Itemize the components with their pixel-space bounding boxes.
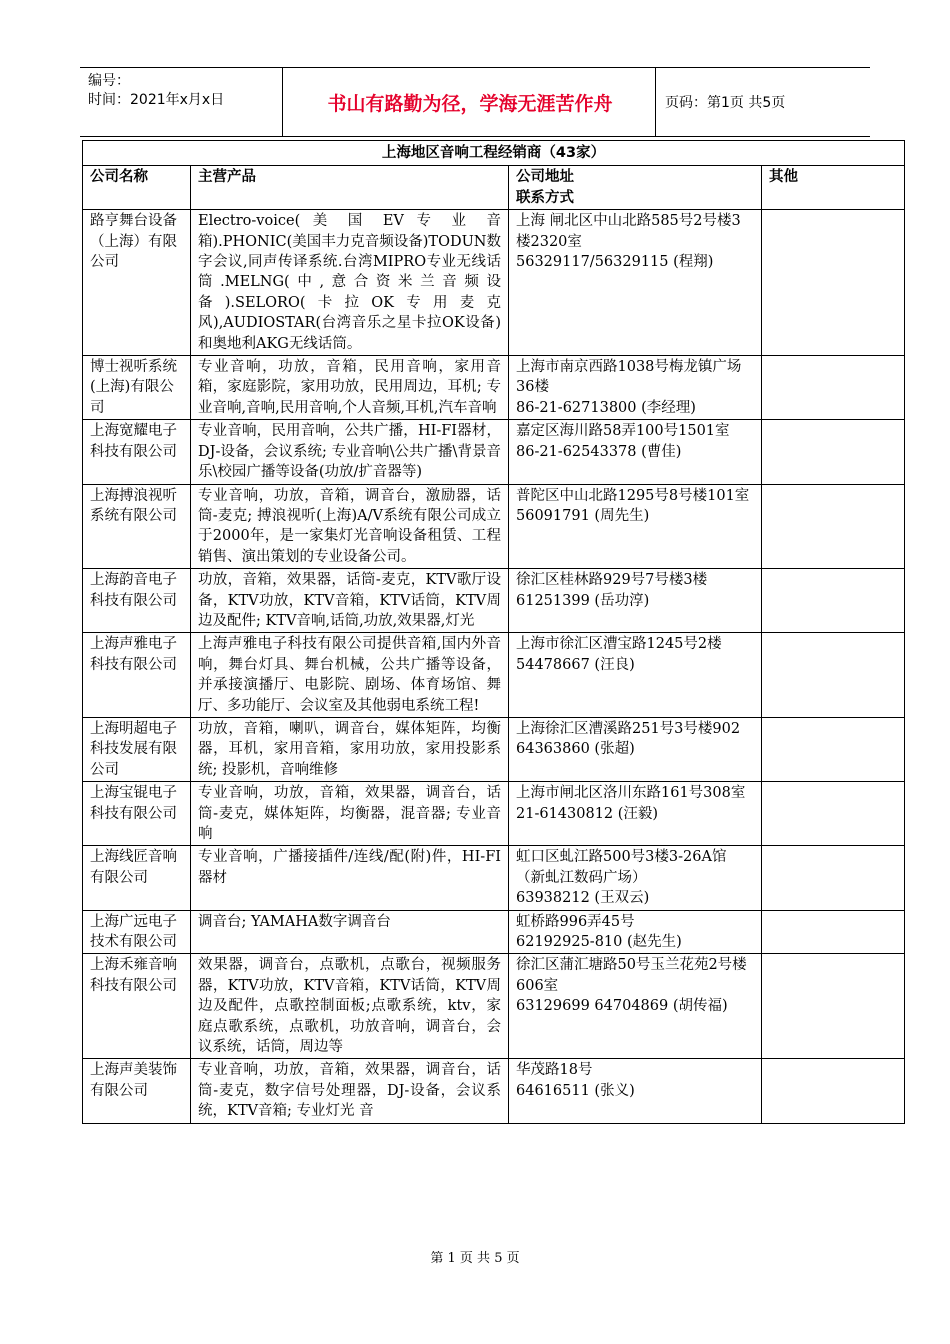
contact-text: 56329117/56329115 (程翔) (516, 254, 714, 271)
address-text: 普陀区中山北路1295号8号楼101室 (516, 487, 750, 504)
table-row (83, 210, 905, 356)
header-divider (655, 68, 656, 136)
contact-text: 86-21-62543378 (曹佳) (516, 443, 682, 460)
other-cell (762, 910, 905, 954)
company-name-cell: 博士视听系统(上海)有限公司 (83, 356, 191, 420)
contact-text: 63938212 (王双云) (516, 890, 650, 907)
table-header-row (83, 166, 905, 210)
document-header (80, 67, 870, 137)
address-contact-cell (509, 569, 762, 633)
other-cell (762, 569, 905, 633)
contact-text: 86-21-62713800 (李经理) (516, 399, 696, 416)
contact-text: 62192925-810 (赵先生) (516, 934, 682, 951)
products-cell: Electro-voice( 美 国 EV 专 业 音 箱).PHONIC(美国丰力克音频设备)TODUN数字会议,同声传译系统.台湾MIPRO专业无线话筒.MELNG(中,意合资米兰音频设备).SELORO(卡拉OK专用麦克风),AUDIOSTAR(台湾音乐之星卡拉OK设备)和奥地利AKG无线话筒。 (191, 210, 509, 356)
dealer-table (82, 140, 905, 1124)
contact-text: 21-61430812 (汪毅) (516, 805, 659, 822)
products-cell: 功放，音箱，效果器，话筒-麦克，KTV歌厅设备，KTV功放，KTV音箱，KTV话筒，KTV周边及配件; KTV音响,话筒,功放,效果器,灯光 (191, 569, 509, 633)
table-row (83, 910, 905, 954)
address-text: 上海市徐汇区漕宝路1245号2楼 (516, 636, 722, 653)
address-text: 虹桥路996弄45号 (516, 913, 635, 930)
column-header-contact-label: 联系方式 (516, 189, 574, 206)
column-header-other: 其他 (762, 166, 905, 210)
time-label: 时间：2021年x月x日 (88, 92, 225, 108)
motto-text: 书山有路勤为径，学海无涯苦作舟 (327, 92, 613, 115)
table-title: 上海地区音响工程经销商（43家） (83, 141, 905, 166)
other-cell (762, 633, 905, 718)
table-row (83, 569, 905, 633)
table-row (83, 782, 905, 846)
header-divider (282, 68, 283, 136)
company-name-cell: 上海宝锟电子科技有限公司 (83, 782, 191, 846)
company-name-cell: 上海韵音电子科技有限公司 (83, 569, 191, 633)
address-text: 华茂路18号 (516, 1062, 593, 1079)
address-text: 徐汇区桂林路929号7号楼3楼 (516, 572, 708, 589)
table-row (83, 633, 905, 718)
products-cell: 专业音响，功放，音箱，民用音响，家用音箱，家庭影院，家用功放，民用周边，耳机; 专业音响,音响,民用音响,个人音频,耳机,汽车音响 (191, 356, 509, 420)
address-text: 徐汇区蒲汇塘路50号玉兰花苑2号楼606室 (516, 957, 747, 994)
products-cell: 专业音响，功放，音箱，效果器，调音台，话筒-麦克，数字信号处理器，DJ-设备，会议系统，KTV音箱; 专业灯光 音 (191, 1059, 509, 1123)
column-header-address-label: 公司地址 (516, 169, 574, 186)
contact-text: 61251399 (岳功淳) (516, 592, 650, 609)
products-cell: 专业音响，民用音响，公共广播，HI-FI器材，DJ-设备，会议系统; 专业音响\公共广播\背景音乐\校园广播等设备(功放/扩音器等) (191, 420, 509, 484)
other-cell (762, 717, 905, 781)
contact-text: 64616511 (张义) (516, 1082, 635, 1099)
products-cell: 调音台; YAMAHA数字调音台 (191, 910, 509, 954)
number-label: 编号： (88, 73, 130, 89)
address-contact-cell (509, 782, 762, 846)
column-header-products: 主营产品 (191, 166, 509, 210)
other-cell (762, 954, 905, 1059)
address-contact-cell (509, 954, 762, 1059)
address-contact-cell (509, 633, 762, 718)
address-contact-cell (509, 910, 762, 954)
address-text: 虹口区虬江路500号3楼3-26A馆（新虬江数码广场） (516, 849, 727, 886)
products-cell: 专业音响，广播接插件/连线/配(附)件，HI-FI器材 (191, 846, 509, 910)
address-text: 上海市闸北区洛川东路161号308室 (516, 785, 746, 802)
other-cell (762, 1059, 905, 1123)
header-meta (88, 72, 224, 110)
products-cell: 专业音响，功放，音箱，调音台，激励器，话筒-麦克; 搏浪视听(上海)A/V系统有限公司成立于2000年，是一家集灯光音响设备租赁、工程销售、演出策划的专业设备公司。 (191, 484, 509, 569)
contact-text: 63129699 64704869 (胡传福) (516, 998, 728, 1015)
header-page-info: 页码：第1页 共5页 (665, 95, 786, 111)
table-row (83, 1059, 905, 1123)
products-cell: 效果器，调音台，点歌机，点歌台，视频服务器，KTV功放，KTV音箱，KTV话筒，KTV周边及配件，点歌控制面板;点歌系统，ktv，家庭点歌系统，点歌机，功放音响，调音台，会议系统，话筒，周边等 (191, 954, 509, 1059)
company-name-cell: 上海明超电子科技发展有限公司 (83, 717, 191, 781)
page-footer: 第 1 页 共 5 页 (430, 1251, 520, 1266)
other-cell (762, 846, 905, 910)
column-header-company: 公司名称 (83, 166, 191, 210)
company-name-cell: 路亨舞台设备（上海）有限公司 (83, 210, 191, 356)
products-cell: 上海声雅电子科技有限公司提供音箱,国内外音响，舞台灯具、舞台机械，公共广播等设备，并承接演播厅、电影院、剧场、体育场馆、舞厅、多功能厅、会议室及其他弱电系统工程! (191, 633, 509, 718)
address-contact-cell (509, 484, 762, 569)
contact-text: 64363860 (张超) (516, 741, 635, 758)
other-cell (762, 420, 905, 484)
company-name-cell: 上海宽耀电子科技有限公司 (83, 420, 191, 484)
products-cell: 专业音响，功放，音箱，效果器，调音台，话筒-麦克，媒体矩阵，均衡器，混音器; 专业音响 (191, 782, 509, 846)
company-name-cell: 上海广远电子技术有限公司 (83, 910, 191, 954)
other-cell (762, 782, 905, 846)
other-cell (762, 484, 905, 569)
company-name-cell: 上海禾雍音响科技有限公司 (83, 954, 191, 1059)
company-name-cell: 上海线匠音响有限公司 (83, 846, 191, 910)
address-text: 上海市南京西路1038号梅龙镇广场36楼 (516, 359, 742, 396)
column-header-address (509, 166, 762, 210)
company-name-cell: 上海声雅电子科技有限公司 (83, 633, 191, 718)
address-contact-cell (509, 210, 762, 356)
address-text: 上海徐汇区漕溪路251号3号楼902 (516, 720, 741, 737)
address-text: 嘉定区海川路58弄100号1501室 (516, 423, 730, 440)
company-name-cell: 上海搏浪视听系统有限公司 (83, 484, 191, 569)
address-text: 上海 闸北区中山北路585号2号楼3楼2320室 (516, 213, 741, 250)
other-cell (762, 210, 905, 356)
table-row (83, 420, 905, 484)
table-row (83, 484, 905, 569)
address-contact-cell (509, 356, 762, 420)
products-cell: 功放，音箱，喇叭，调音台，媒体矩阵，均衡器，耳机，家用音箱，家用功放，家用投影系统; 投影机，音响维修 (191, 717, 509, 781)
address-contact-cell (509, 420, 762, 484)
other-cell (762, 356, 905, 420)
contact-text: 56091791 (周先生) (516, 507, 650, 524)
table-row (83, 356, 905, 420)
contact-text: 54478667 (汪良) (516, 656, 635, 673)
company-name-cell: 上海声美装饰有限公司 (83, 1059, 191, 1123)
table-row (83, 717, 905, 781)
address-contact-cell (509, 1059, 762, 1123)
table-row (83, 846, 905, 910)
table-row (83, 954, 905, 1059)
address-contact-cell (509, 717, 762, 781)
address-contact-cell (509, 846, 762, 910)
